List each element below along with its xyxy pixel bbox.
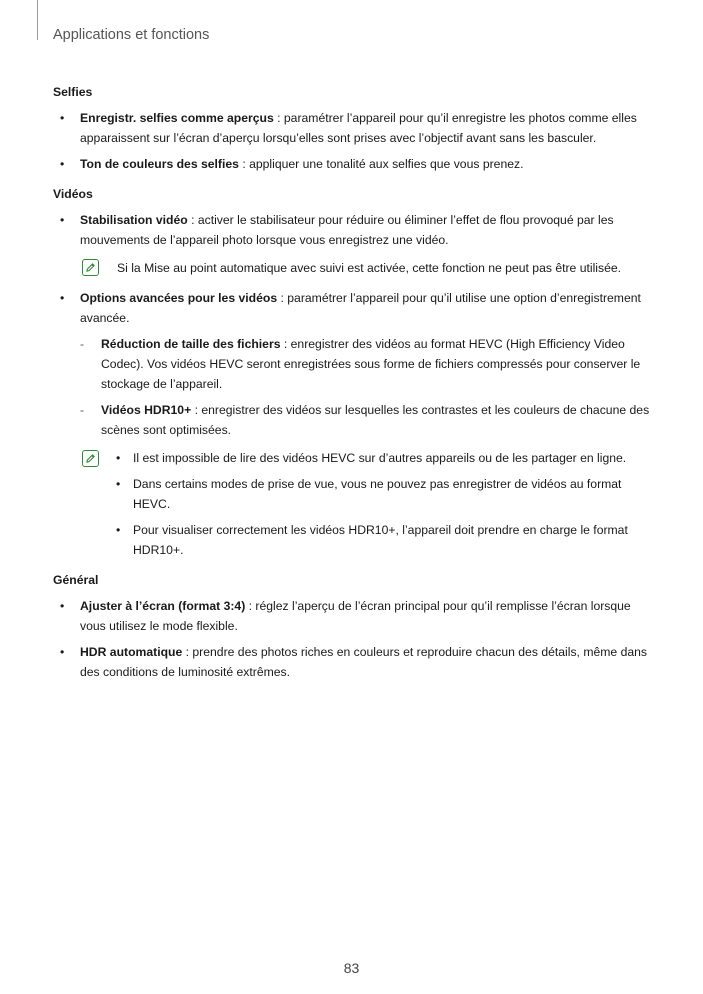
sub-list-item bbox=[53, 334, 651, 394]
section-heading: Vidéos bbox=[53, 187, 93, 201]
note-pencil-icon bbox=[82, 259, 99, 276]
item-term: Stabilisation vidéo bbox=[80, 213, 188, 227]
item-term: Vidéos HDR10+ bbox=[101, 403, 192, 417]
bullet: • bbox=[116, 523, 121, 537]
note-text: Si la Mise au point automatique avec suivi est activée, cette fonction ne peut pas être utilisée. bbox=[117, 261, 622, 275]
sub-list-item bbox=[53, 400, 651, 440]
note-block bbox=[53, 258, 651, 278]
section-videos bbox=[53, 184, 651, 560]
item-text: : activer le stabilisateur pour réduire ou éliminer l’effet de flou provoqué par les mouvements de l’appareil photo lorsque vous enregistrez une vidéo. bbox=[80, 213, 614, 247]
section-general bbox=[53, 570, 651, 682]
bullet: • bbox=[60, 157, 65, 171]
item-term: Options avancées pour les vidéos bbox=[80, 291, 278, 305]
note-item-text: Pour visualiser correctement les vidéos HDR10+, l’appareil doit prendre en charge le format HDR10+. bbox=[133, 523, 628, 557]
item-text: : appliquer une tonalité aux selfies que vous prenez. bbox=[238, 157, 524, 171]
item-text: : prendre des photos riches en couleurs et reproduire chacun des détails, même dans des conditions de luminosité extrêmes. bbox=[80, 645, 647, 679]
list-item bbox=[53, 108, 651, 148]
item-term: HDR automatique bbox=[80, 645, 183, 659]
bullet: • bbox=[60, 599, 65, 613]
item-text: : réglez l’aperçu de l’écran principal pour qu’il remplisse l’écran lorsque vous utilisez le mode flexible. bbox=[80, 599, 631, 633]
bullet: • bbox=[116, 477, 121, 491]
bullet: • bbox=[116, 451, 121, 465]
item-term: Enregistr. selfies comme aperçus bbox=[80, 111, 274, 125]
section-heading: Général bbox=[53, 573, 99, 587]
list-item bbox=[53, 642, 651, 682]
item-text: : enregistrer des vidéos au format HEVC (High Efficiency Video Codec). Vos vidéos HEVC seront enregistrées sous forme de fichiers compressés pour conserver le stockage de l’appareil. bbox=[101, 337, 641, 391]
note-block bbox=[53, 448, 651, 560]
dash: - bbox=[80, 337, 85, 351]
bullet: • bbox=[60, 213, 65, 227]
list-item bbox=[53, 210, 651, 250]
margin-rule bbox=[37, 0, 38, 40]
section-heading: Selfies bbox=[53, 85, 93, 99]
item-term: Ajuster à l’écran (format 3:4) bbox=[80, 599, 246, 613]
running-head: Applications et fonctions bbox=[53, 27, 210, 43]
bullet: • bbox=[60, 645, 65, 659]
dash: - bbox=[80, 403, 85, 417]
list-item bbox=[53, 288, 651, 328]
section-selfies bbox=[53, 82, 651, 174]
item-text: : paramétrer l’appareil pour qu’il enregistre les photos comme elles apparaissent sur l’écran d’aperçu lorsqu’elles sont prises avec l’objectif avant sans les basculer. bbox=[80, 111, 637, 145]
note-list-item bbox=[53, 448, 651, 468]
page-content bbox=[53, 82, 651, 692]
list-item bbox=[53, 596, 651, 636]
item-text: : enregistrer des vidéos sur lesquelles les contrastes et les couleurs de chacune des scènes sont optimisées. bbox=[101, 403, 650, 437]
bullet: • bbox=[60, 291, 65, 305]
page-number: 83 bbox=[343, 960, 360, 976]
item-text: : paramétrer l’appareil pour qu’il utilise une option d’enregistrement avancée. bbox=[80, 291, 641, 325]
item-term: Réduction de taille des fichiers bbox=[101, 337, 281, 351]
list-item bbox=[53, 154, 651, 174]
bullet: • bbox=[60, 111, 65, 125]
item-term: Ton de couleurs des selfies bbox=[80, 157, 239, 171]
note-item-text: Il est impossible de lire des vidéos HEVC sur d’autres appareils ou de les partager en ligne. bbox=[133, 451, 627, 465]
note-item-text: Dans certains modes de prise de vue, vous ne pouvez pas enregistrer de vidéos au format HEVC. bbox=[133, 477, 622, 511]
note-list-item bbox=[53, 520, 651, 560]
note-list-item bbox=[53, 474, 651, 514]
